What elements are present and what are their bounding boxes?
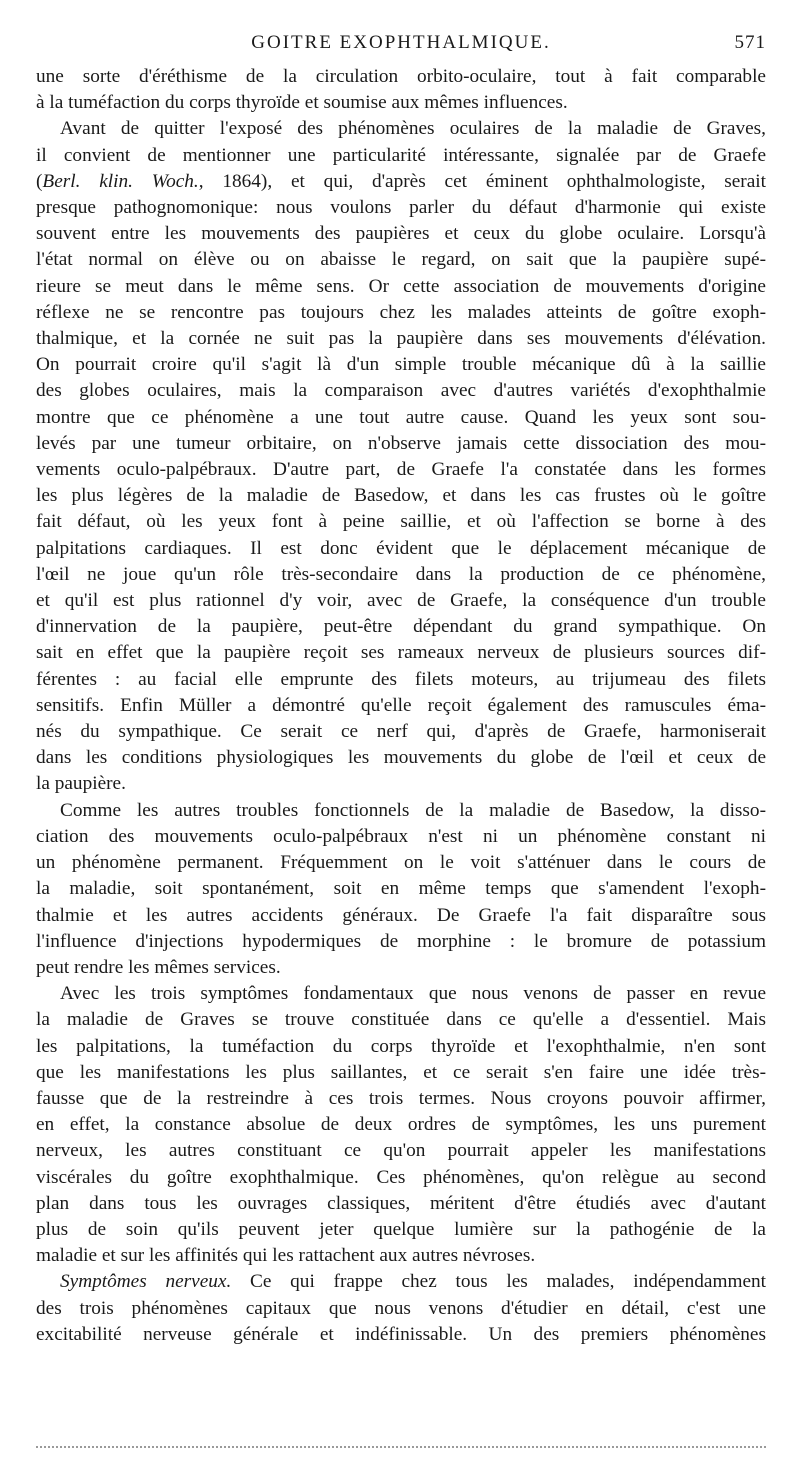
text-line: levés par une tumeur orbitaire, on n'observe jamais cette dissociation des mou- [36, 432, 766, 454]
text-line: férentes : au facial elle emprunte des filets moteurs, au trijumeau des filets [36, 668, 766, 690]
text-line: la maladie de Graves se trouve constituée dans ce qu'elle a d'essentiel. Mais [36, 1009, 766, 1031]
text-line: sensitifs. Enfin Müller a démontré qu'elle reçoit également des ramuscules éma- [36, 694, 766, 716]
text-line: la maladie, soit spontanément, soit en même temps que s'amendent l'exoph- [36, 878, 766, 900]
text-line: thalmie et les autres accidents généraux. De Graefe l'a fait disparaître sous [36, 904, 766, 926]
text-line: Comme les autres troubles fonctionnels de la maladie de Basedow, la disso- [60, 799, 766, 821]
text-line: peut rendre les mêmes services. [36, 956, 281, 978]
text-line: sait en effet que la paupière reçoit ses rameaux nerveux de plusieurs sources dif- [36, 642, 766, 664]
text-line: nés du sympathique. Ce serait ce nerf qui, d'après de Graefe, harmoniserait [36, 721, 766, 743]
text-line: presque pathognomonique: nous voulons parler du défaut d'harmonie qui existe [36, 197, 766, 219]
text-line: nerveux, les autres constituant ce qu'on pourrait appeler les manifestations [36, 1140, 766, 1162]
text-line: réflexe ne se rencontre pas toujours chez les malades atteints de goître exoph- [36, 301, 766, 323]
text-line: viscérales du goître exophthalmique. Ces phénomènes, qu'on relègue au second [36, 1166, 766, 1188]
body-text [36, 64, 766, 1348]
text-line: fait défaut, où les yeux font à peine saillie, et où l'affection se borne à des [36, 511, 766, 533]
text-line: l'état normal on élève ou on abaisse le regard, on sait que la paupière supé- [36, 249, 766, 271]
text-line: montre que ce phénomène a une tout autre cause. Quand les yeux sont sou- [36, 406, 766, 428]
running-header [36, 28, 766, 64]
running-title: GOITRE EXOPHTHALMIQUE. [251, 32, 551, 53]
bottom-dotted-rule [36, 1446, 766, 1448]
text-line: un phénomène permanent. Fréquemment on le voit s'atténuer dans le cours de [36, 852, 766, 874]
text-line: et qu'il est plus rationnel d'y voir, avec de Graefe, la conséquence d'un trouble [36, 590, 766, 612]
text-line: la paupière. [36, 773, 126, 795]
text-line: vements oculo-palpébraux. D'autre part, de Graefe l'a constatée dans les formes [36, 459, 766, 481]
text-line: les plus légères de la maladie de Basedow, et dans les cas frustes où le goître [36, 485, 766, 507]
text-line: Avec les trois symptômes fondamentaux que nous venons de passer en revue [60, 983, 766, 1005]
text-line: il convient de mentionner une particularité intéressante, signalée par de Graefe [36, 144, 766, 166]
text-line: Avant de quitter l'exposé des phénomènes oculaires de la maladie de Graves, [60, 118, 766, 140]
text-line: en effet, la constance absolue de deux ordres de symptômes, les uns purement [36, 1114, 766, 1136]
text-line: dans les conditions physiologiques les mouvements du globe de l'œil et ceux de [36, 747, 766, 769]
text-line: souvent entre les mouvements des paupières et ceux du globe oculaire. Lorsqu'à [36, 223, 766, 245]
text-line: thalmique, et la cornée ne suit pas la paupière dans ses mouvements d'élévation. [36, 328, 766, 350]
text-line: des trois phénomènes capitaux que nous venons d'étudier en détail, c'est une [36, 1297, 766, 1319]
text-line: les palpitations, la tuméfaction du corps thyroïde et l'exophthalmie, n'en sont [36, 1035, 766, 1057]
text-line: plus de soin qu'ils peuvent jeter quelque lumière sur la pathogénie de la [36, 1218, 766, 1240]
book-page [36, 28, 766, 1348]
page-number: 571 [734, 32, 766, 53]
text-line: à la tuméfaction du corps thyroïde et soumise aux mêmes influences. [36, 92, 568, 114]
text-line: excitabilité nerveuse générale et indéfinissable. Un des premiers phénomènes [36, 1323, 766, 1345]
text-line: palpitations cardiaques. Il est donc évident que le déplacement mécanique de [36, 537, 766, 559]
text-line: ciation des mouvements oculo-palpébraux n'est ni un phénomène constant ni [36, 825, 766, 847]
text-line: l'influence d'injections hypodermiques de morphine : le bromure de potassium [36, 930, 766, 952]
text-line: une sorte d'éréthisme de la circulation orbito-oculaire, tout à fait comparable [36, 66, 766, 87]
text-line: que les manifestations les plus saillantes, et ce serait s'en faire une idée très- [36, 1061, 766, 1083]
text-line: d'innervation de la paupière, peut-être dépendant du grand sympathique. On [36, 616, 766, 638]
text-line: l'œil ne joue qu'un rôle très-secondaire dans la production de ce phénomène, [36, 563, 766, 585]
text-line: rieure se meut dans le même sens. Or cette association de mouvements d'origine [36, 275, 766, 297]
text-line: des globes oculaires, mais la comparaison avec d'autres variétés d'exophthalmie [36, 380, 766, 402]
text-line: Symptômes nerveux. Ce qui frappe chez tous les malades, indépendamment [60, 1271, 767, 1293]
text-line: (Berl. klin. Woch., 1864), et qui, d'après cet éminent ophthalmologiste, serait [36, 170, 766, 192]
text-line: maladie et sur les affinités qui les rattachent aux autres névroses. [36, 1245, 536, 1267]
text-line: fausse que de la restreindre à ces trois termes. Nous croyons pouvoir affirmer, [36, 1087, 766, 1109]
text-line: On pourrait croire qu'il s'agit là d'un simple trouble mécanique dû à la saillie [36, 354, 766, 376]
text-line: plan dans tous les ouvrages classiques, méritent d'être étudiés avec d'autant [36, 1192, 766, 1214]
